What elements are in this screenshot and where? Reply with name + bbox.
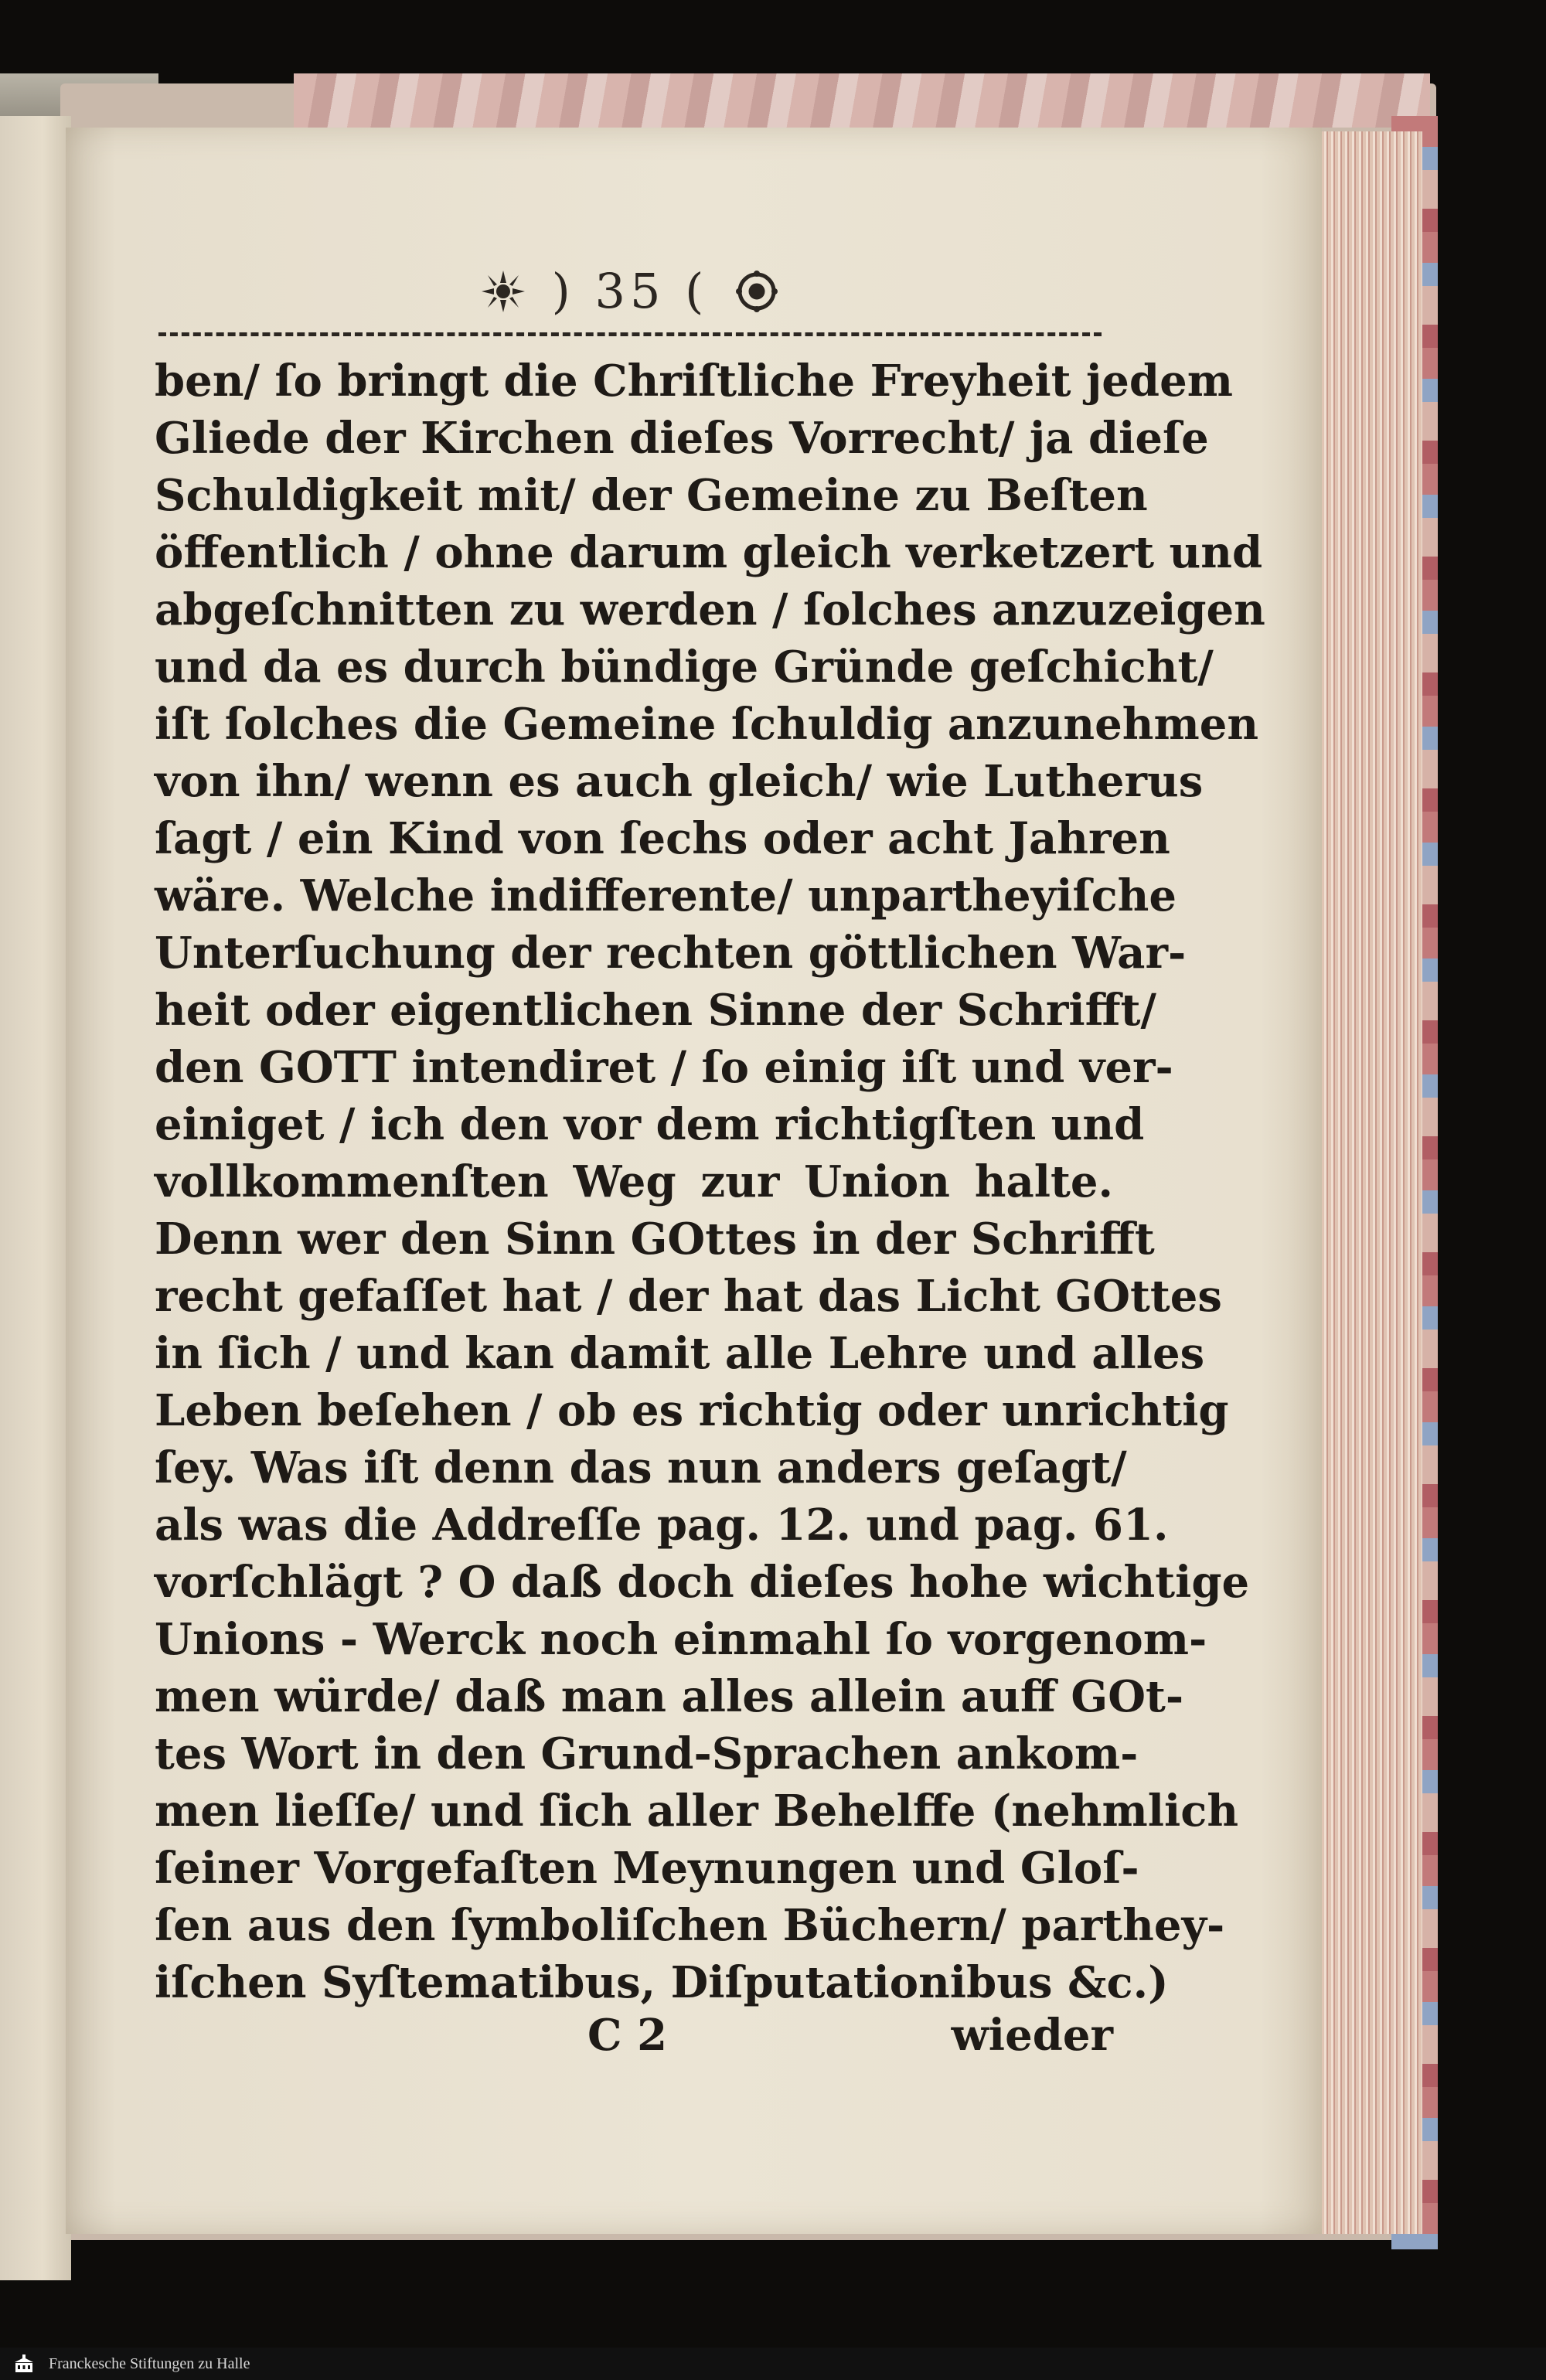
catchword: wieder bbox=[951, 2010, 1113, 2061]
page-edges bbox=[1314, 131, 1422, 2234]
header-rule bbox=[158, 332, 1102, 347]
ornament-left-icon bbox=[480, 269, 526, 314]
body-text bbox=[155, 352, 1265, 2011]
text-line: in ſich / und kan damit alle Lehre und alles bbox=[155, 1328, 1205, 1379]
text-line: Unions - Werck noch einmahl ſo vorgenom- bbox=[155, 1614, 1207, 1665]
text-line: recht gefaſſet hat / der hat das Licht GOttes bbox=[155, 1271, 1222, 1322]
marbled-cover-top bbox=[294, 73, 1430, 128]
page-number: ) 35 ( bbox=[551, 263, 709, 319]
page-header bbox=[158, 263, 1102, 332]
text-line: öffentlich / ohne darum gleich verketzert und bbox=[155, 527, 1263, 578]
page-footer bbox=[155, 2010, 1113, 2072]
institution-logo-icon bbox=[11, 2353, 37, 2376]
ornament-right-icon bbox=[734, 269, 780, 314]
text-line: wäre. Welche indifferente/ unpartheyiſche bbox=[155, 870, 1177, 921]
text-line: men würde/ daß man alles allein auff GOt- bbox=[155, 1671, 1184, 1722]
text-line: abgeſchnitten zu werden / ſolches anzuzeigen bbox=[155, 584, 1265, 635]
text-line: ſagt / ein Kind von ſechs oder acht Jahren bbox=[155, 813, 1170, 864]
signature-mark: C 2 bbox=[587, 2010, 668, 2061]
institution-bar bbox=[0, 2348, 1546, 2380]
text-line: tes Wort in den Grund-Sprachen ankom- bbox=[155, 1728, 1139, 1779]
institution-name: Franckesche Stiftungen zu Halle bbox=[49, 2355, 250, 2372]
text-line: ſeiner Vorgefaſten Meynungen und Gloſ- bbox=[155, 1843, 1139, 1894]
text-line: ben/ ſo bringt die Chriſtliche Freyheit jedem bbox=[155, 356, 1233, 407]
text-line: und da es durch bündige Gründe geſchicht/ bbox=[155, 642, 1214, 693]
text-line: Denn wer den Sinn GOttes in der Schrifft bbox=[155, 1214, 1155, 1265]
text-line: als was die Addreſſe pag. 12. und pag. 61. bbox=[155, 1500, 1169, 1551]
text-line: Schuldigkeit mit/ der Gemeine zu Beſten bbox=[155, 470, 1148, 521]
text-line: Gliede der Kirchen dieſes Vorrecht/ ja dieſe bbox=[155, 413, 1209, 464]
text-line: von ihn/ wenn es auch gleich/ wie Lutherus bbox=[155, 756, 1204, 807]
text-line: ſey. Was iſt denn das nun anders geſagt/ bbox=[155, 1442, 1127, 1493]
text-line: iſchen Syſtematibus, Diſputationibus &c.) bbox=[155, 1957, 1169, 2008]
text-line: ſen aus den ſymboliſchen Büchern/ parthey- bbox=[155, 1900, 1225, 1951]
text-line: Unterſuchung der rechten göttlichen War- bbox=[155, 928, 1187, 979]
text-line: iſt ſolches die Gemeine ſchuldig anzunehmen bbox=[155, 699, 1259, 750]
text-line: vollkommenſten Weg zur Union halte. bbox=[155, 1156, 1113, 1207]
facing-page bbox=[0, 116, 71, 2280]
text-line: den GOTT intendiret / ſo einig iſt und ver- bbox=[155, 1042, 1173, 1093]
text-line: men lieſſe/ und ſich aller Behelffe (nehmlich bbox=[155, 1786, 1239, 1837]
text-line: vorſchlägt ? O daß doch dieſes hohe wichtige bbox=[155, 1557, 1250, 1608]
text-line: Leben beſehen / ob es richtig oder unrichtig bbox=[155, 1385, 1229, 1436]
text-line: einiget / ich den vor dem richtigſten und bbox=[155, 1099, 1145, 1150]
text-line: heit oder eigentlichen Sinne der Schrifft/ bbox=[155, 985, 1156, 1036]
